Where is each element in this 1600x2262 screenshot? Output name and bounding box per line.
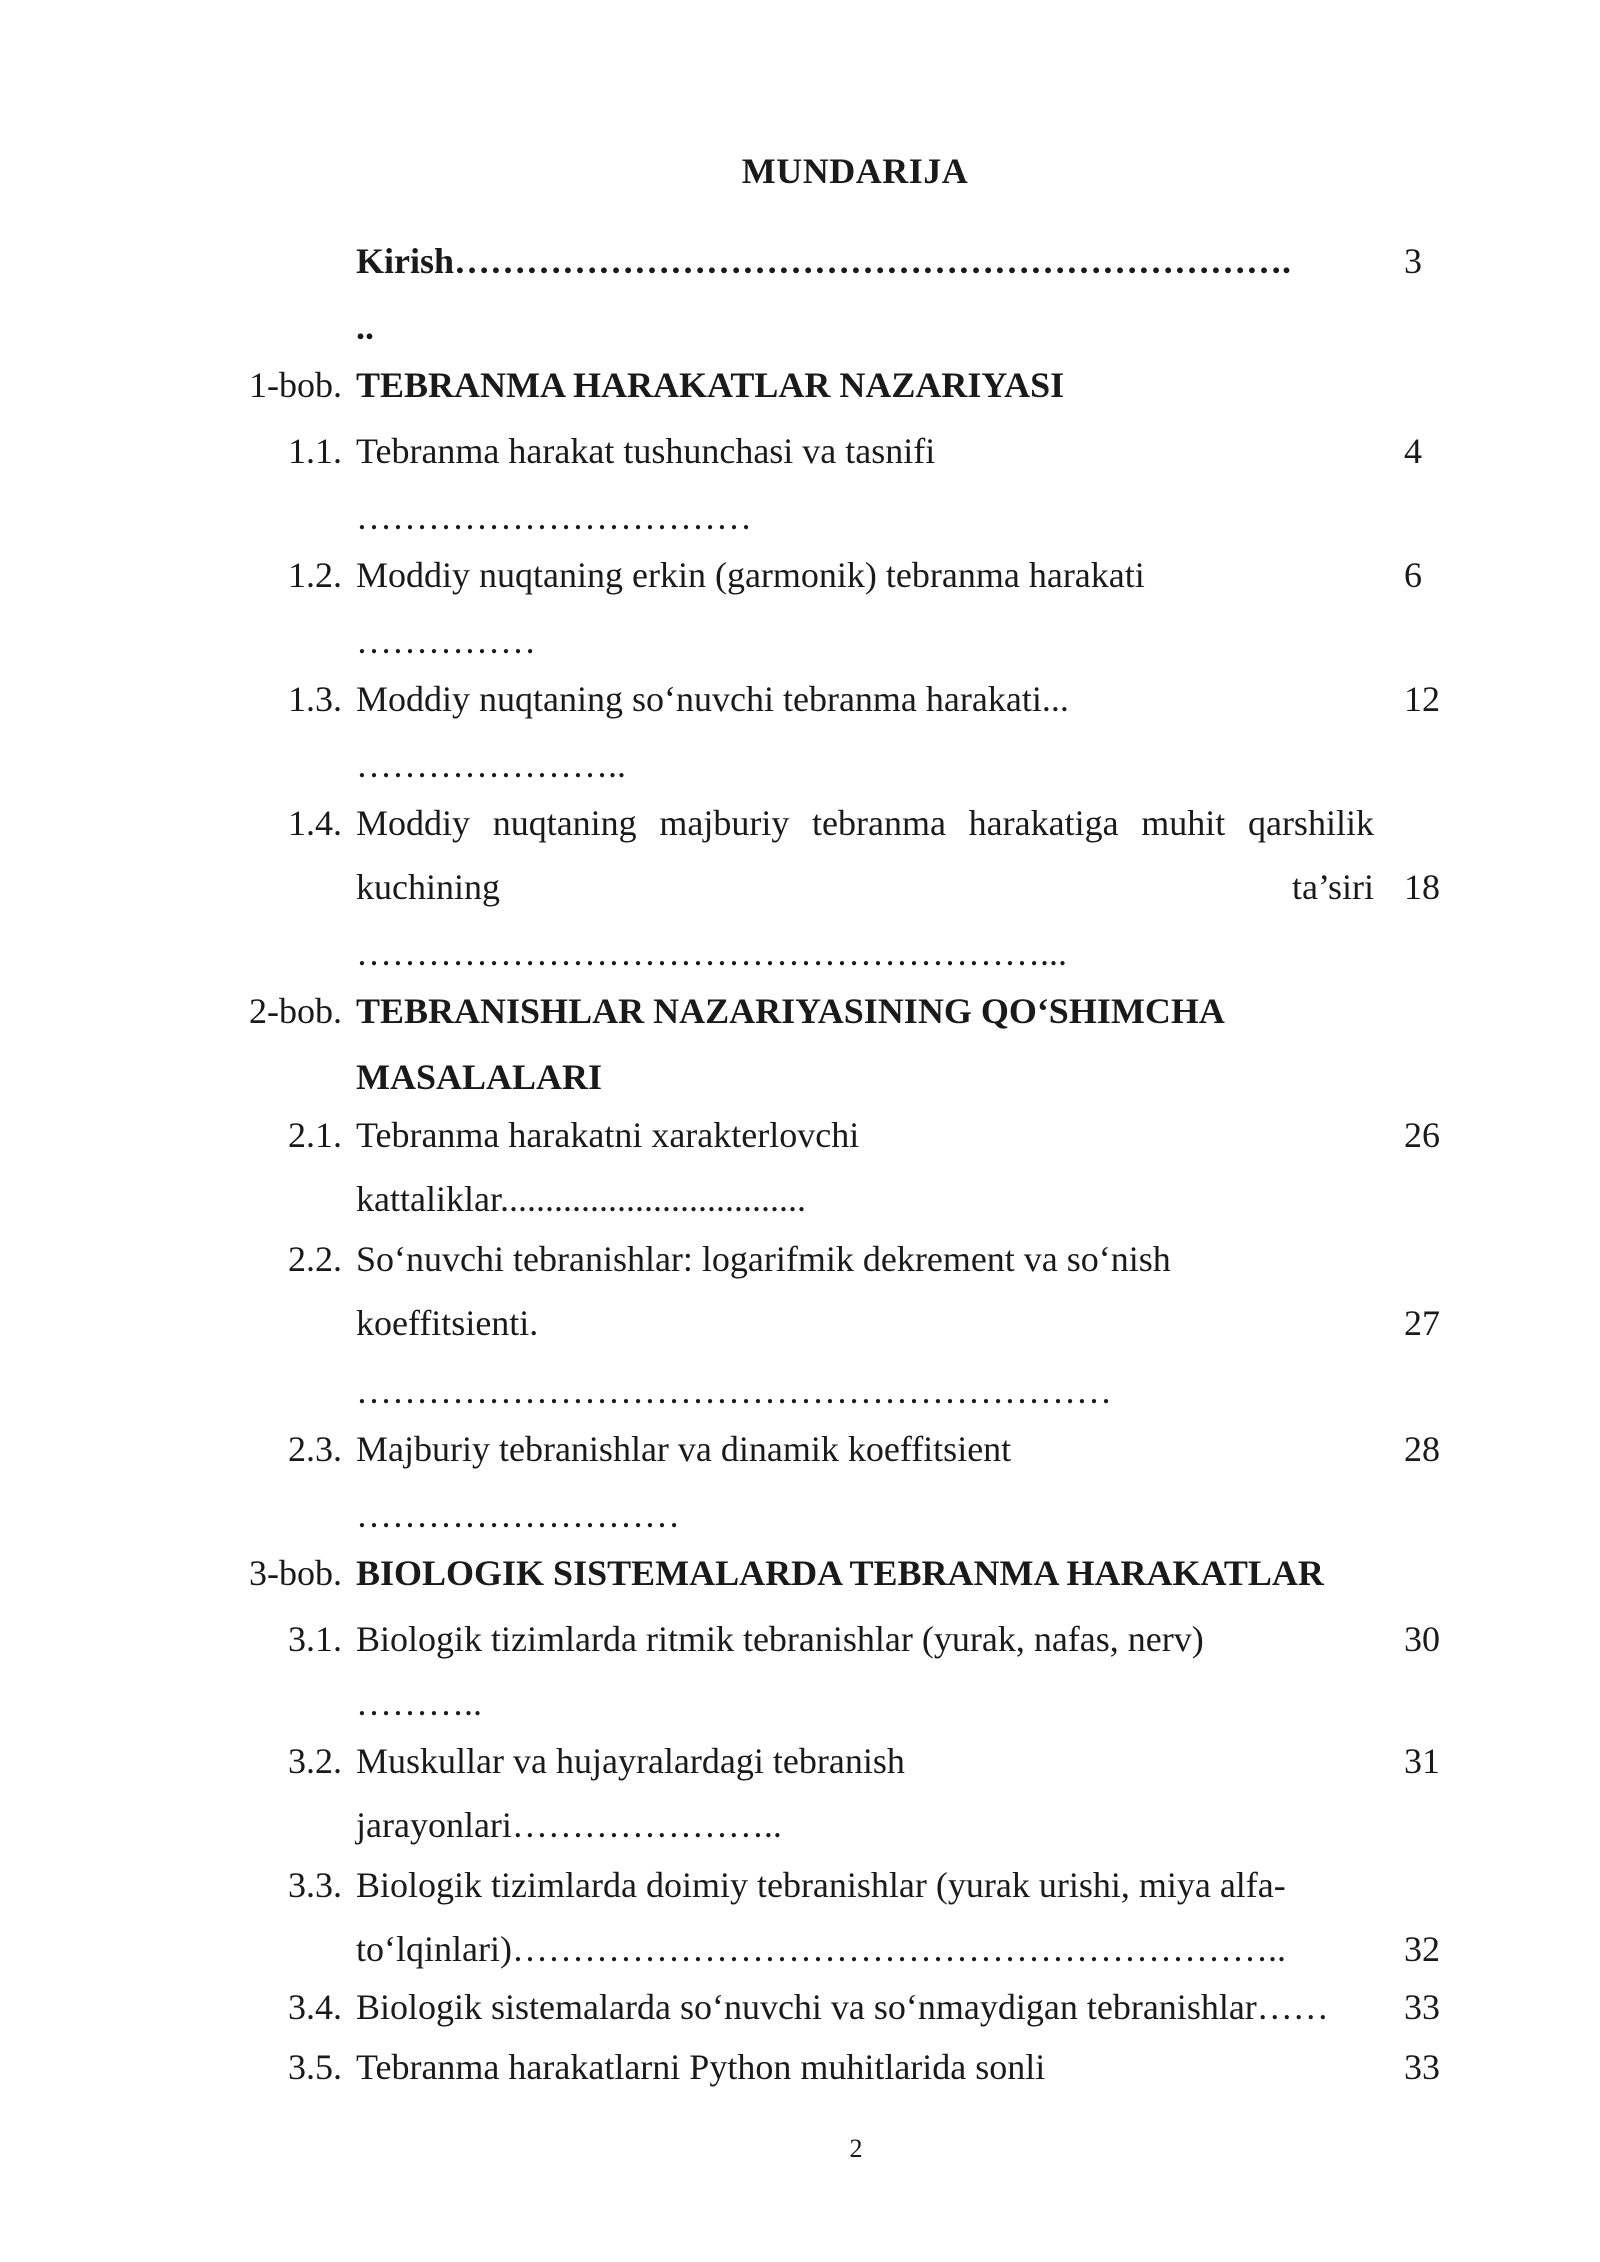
toc-word: kuchining: [356, 867, 500, 907]
toc-item-3-4-page: 33: [1404, 1987, 1440, 2027]
toc-item-3-1-number: 3.1.: [288, 1619, 342, 1659]
toc-word: tebranma: [812, 803, 946, 843]
toc-item-1-2-page: 6: [1404, 555, 1422, 595]
page-number-footer: 2: [849, 2134, 863, 2163]
toc-item-3-2-text2: jarayonlari…………………..: [356, 1805, 782, 1845]
toc-item-1-3-dots: …………………..: [356, 745, 626, 785]
toc-item-2-3-text: Majburiy tebranishlar va dinamik koeffitsient: [356, 1429, 1012, 1469]
toc-item-2-3-number: 2.3.: [288, 1429, 342, 1469]
toc-word: muhit: [1141, 803, 1226, 843]
chapter-3-number: 3-bob.: [249, 1553, 342, 1593]
toc-item-2-3-dots: ………………………: [356, 1495, 680, 1535]
toc-word: ta’siri: [1292, 867, 1374, 907]
chapter-2-title-line2: MASALALARI: [356, 1057, 603, 1097]
toc-intro: [356, 240, 1291, 282]
toc-item-1-4-dots: …………………………………………………...: [356, 933, 1067, 973]
toc-item-3-5-number: 3.5.: [288, 2047, 342, 2087]
toc-item-2-1-text: Tebranma harakatni xarakterlovchi: [356, 1115, 860, 1155]
toc-item-1-1-dots: ……………………………: [356, 497, 752, 537]
toc-item-2-2-text2: koeffitsienti.: [356, 1303, 539, 1343]
chapter-2-number: 2-bob.: [249, 991, 342, 1031]
toc-item-1-4-text-line1: [356, 802, 1374, 844]
toc-item-2-3-page: 28: [1404, 1429, 1440, 1469]
toc-item-1-4-text-line2: [356, 866, 1374, 908]
toc-item-1-2-text: Moddiy nuqtaning erkin (garmonik) tebranma harakati: [356, 555, 1145, 595]
chapter-3-title: BIOLOGIK SISTEMALARDA TEBRANMA HARAKATLAR: [356, 1553, 1324, 1593]
toc-item-1-2-dots: ……………: [356, 621, 536, 661]
toc-item-3-3-text: Biologik tizimlarda doimiy tebranishlar (yurak urishi, miya alfa-: [356, 1865, 1286, 1905]
toc-item-1-1-text: Tebranma harakat tushunchasi va tasnifi: [356, 431, 936, 471]
toc-item-2-2-page: 27: [1404, 1303, 1440, 1343]
toc-item-3-2-page: 31: [1404, 1741, 1440, 1781]
toc-item-3-1-page: 30: [1404, 1619, 1440, 1659]
chapter-1-title: TEBRANMA HARAKATLAR NAZARIYASI: [356, 365, 1065, 405]
chapter-2-title-line1: TEBRANISHLAR NAZARIYASINING QO‘SHIMCHA: [356, 991, 1225, 1031]
toc-item-1-2-number: 1.2.: [288, 555, 342, 595]
toc-word: qarshilik: [1247, 803, 1374, 843]
toc-item-3-4-number: 3.4.: [288, 1987, 342, 2027]
toc-item-1-1-page: 4: [1404, 431, 1422, 471]
toc-item-1-1-number: 1.1.: [288, 431, 342, 471]
toc-item-3-5-page: 33: [1404, 2047, 1440, 2087]
toc-item-3-3-page: 32: [1404, 1929, 1440, 1969]
toc-item-3-3-text2: to‘lqinlari)………………………………………………………..: [356, 1929, 1286, 1969]
toc-item-3-5-text: Tebranma harakatlarni Python muhitlarida sonli: [356, 2047, 1046, 2087]
toc-word: majburiy: [659, 803, 790, 843]
toc-word: harakatiga: [968, 803, 1119, 843]
toc-word: nuqtaning: [492, 803, 637, 843]
toc-item-2-2-number: 2.2.: [288, 1239, 342, 1279]
toc-item-3-1-text: Biologik tizimlarda ritmik tebranishlar (yurak, nafas, nerv): [356, 1619, 1204, 1659]
toc-item-2-2-text: So‘nuvchi tebranishlar: logarifmik dekrement va so‘nish: [356, 1239, 1171, 1279]
toc-item-3-1-dots: ………..: [356, 1683, 482, 1723]
toc-intro-dots-wrap: ..: [356, 307, 374, 347]
toc-word: Moddiy: [356, 803, 471, 843]
toc-item-1-4-page: 18: [1404, 867, 1440, 907]
toc-item-1-4-number: 1.4.: [288, 803, 342, 843]
toc-item-2-1-text2: kattaliklar..................................: [356, 1179, 806, 1219]
toc-item-3-2-number: 3.2.: [288, 1741, 342, 1781]
page-title: MUNDARIJA: [741, 151, 969, 191]
toc-intro-page: 3: [1404, 241, 1422, 281]
toc-item-1-3-page: 12: [1404, 679, 1440, 719]
toc-item-1-3-number: 1.3.: [288, 679, 342, 719]
toc-intro-dots: …………………………………………………………….: [454, 241, 1292, 281]
toc-item-3-4-text: Biologik sistemalarda so‘nuvchi va so‘nmaydigan tebranishlar……: [356, 1987, 1329, 2027]
toc-item-1-3-text: Moddiy nuqtaning so‘nuvchi tebranma harakati...: [356, 679, 1069, 719]
toc-intro-label: Kirish: [356, 241, 455, 281]
toc-item-3-3-number: 3.3.: [288, 1865, 342, 1905]
chapter-1-number: 1-bob.: [249, 365, 342, 405]
toc-item-3-2-text: Muskullar va hujayralardagi tebranish: [356, 1741, 905, 1781]
toc-item-2-1-page: 26: [1404, 1115, 1440, 1155]
toc-item-2-1-number: 2.1.: [288, 1115, 342, 1155]
toc-item-2-2-dots: ………………………………………………………: [356, 1371, 1112, 1411]
